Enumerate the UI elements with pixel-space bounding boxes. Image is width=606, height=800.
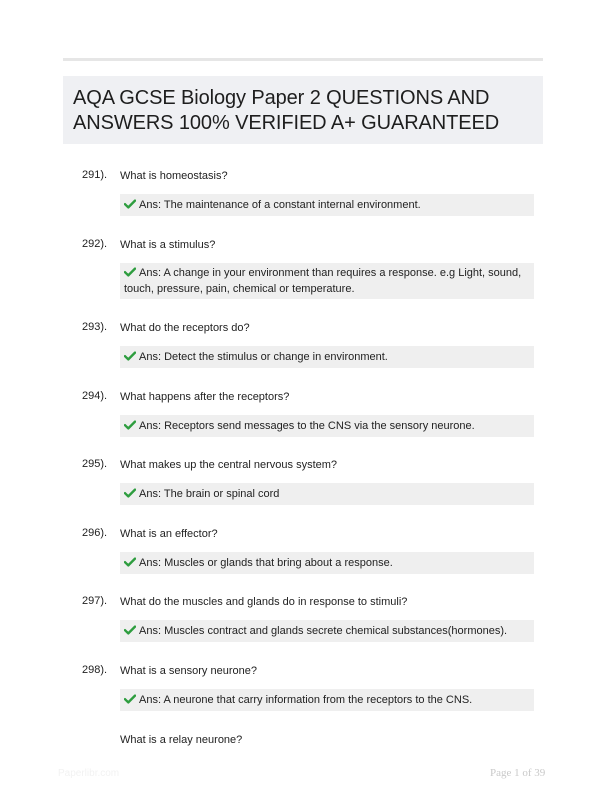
answer-box <box>120 263 534 299</box>
question-text: What do the receptors do? <box>120 322 250 334</box>
checkmark-icon <box>124 420 136 430</box>
footer-page-number: Page 1 of 39 <box>490 767 546 779</box>
question-text: What is a stimulus? <box>120 239 216 251</box>
question-text: What happens after the receptors? <box>120 391 290 403</box>
checkmark-icon <box>124 694 136 704</box>
answer-text: Ans: The maintenance of a constant internal environment. <box>139 199 421 211</box>
question-number: 296). <box>82 527 108 539</box>
checkmark-icon <box>124 267 136 277</box>
question-number: 291). <box>82 169 108 181</box>
answer-box <box>120 346 534 368</box>
question-number: 294). <box>82 390 108 402</box>
question-text: What makes up the central nervous system? <box>120 459 338 471</box>
question-text: What do the muscles and glands do in response to stimuli? <box>120 596 408 608</box>
question-text: What is a relay neurone? <box>120 734 243 746</box>
answer-text: Ans: A neurone that carry information from the receptors to the CNS. <box>139 694 473 706</box>
answer-text: Ans: The brain or spinal cord <box>139 488 280 500</box>
question-number: 293). <box>82 321 108 333</box>
answer-box <box>120 483 534 505</box>
question-number: 295). <box>82 458 108 470</box>
checkmark-icon <box>124 199 136 209</box>
answer-text: Ans: Muscles or glands that bring about a response. <box>139 557 393 569</box>
answer-box <box>120 552 534 574</box>
checkmark-icon <box>124 488 136 498</box>
top-divider <box>63 58 543 61</box>
answer-text: Ans: A change in your environment than requires a response. e.g Light, sound, touch, pressure, pain, chemical or temperature. <box>124 267 522 295</box>
checkmark-icon <box>124 625 136 635</box>
question-text: What is an effector? <box>120 528 218 540</box>
page-title <box>73 86 533 136</box>
page-title-line-1: AQA GCSE Biology Paper 2 QUESTIONS AND <box>73 87 490 109</box>
answer-text: Ans: Muscles contract and glands secrete chemical substances(hormones). <box>139 625 508 637</box>
answer-text: Ans: Receptors send messages to the CNS via the sensory neurone. <box>139 420 475 432</box>
answer-box <box>120 689 534 711</box>
footer-site-watermark: Paperlibr.com <box>58 768 120 779</box>
answer-box <box>120 415 534 437</box>
answer-text: Ans: Detect the stimulus or change in environment. <box>139 351 388 363</box>
question-number: 292). <box>82 238 108 250</box>
question-text: What is a sensory neurone? <box>120 665 257 677</box>
question-text: What is homeostasis? <box>120 170 228 182</box>
question-number: 298). <box>82 664 108 676</box>
page-title-line-2: ANSWERS 100% VERIFIED A+ GUARANTEED <box>73 112 500 134</box>
checkmark-icon <box>124 351 136 361</box>
question-number: 297). <box>82 595 108 607</box>
checkmark-icon <box>124 557 136 567</box>
title-banner <box>63 76 543 144</box>
answer-box <box>120 620 534 642</box>
answer-box <box>120 194 534 216</box>
